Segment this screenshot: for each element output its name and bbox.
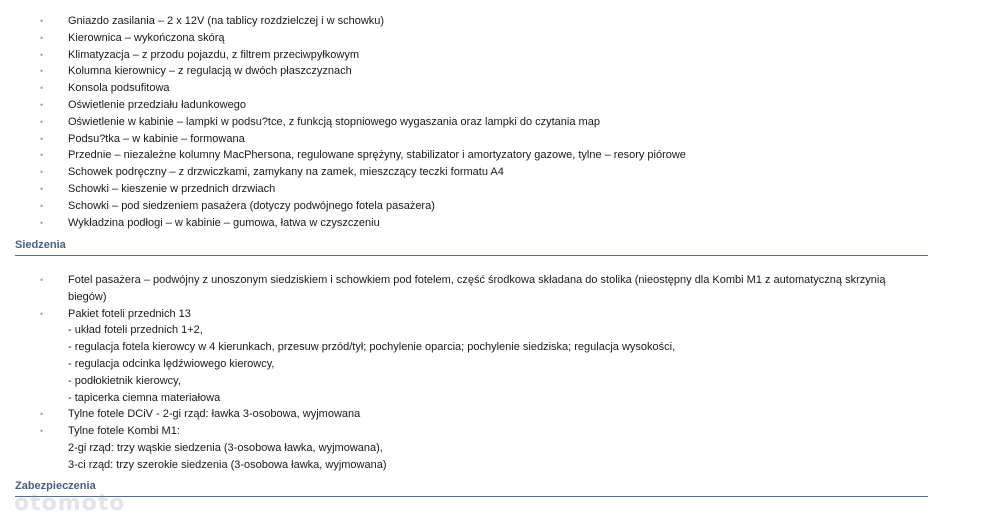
list-item [0, 198, 686, 215]
list-item-text: Tylne fotele DCiV - 2-gi rząd: ławka 3-osobowa, wyjmowana [68, 408, 361, 421]
bullet-icon: • [40, 308, 44, 319]
list-item-text: Pakiet foteli przednich 13 [68, 307, 191, 320]
list-item-text: Tylne fotele Kombi M1: [68, 425, 180, 438]
list-item-text: Gniazdo zasilania – 2 x 12V (na tablicy rozdzielczej i w schowku) [68, 15, 385, 27]
list-item [0, 97, 686, 114]
list-item [0, 423, 885, 473]
bullet-icon: • [40, 167, 44, 178]
bullet-icon: • [40, 66, 44, 77]
bullet-icon: • [40, 275, 44, 285]
list-item [0, 13, 686, 30]
list-item [0, 147, 686, 164]
list-item [0, 181, 686, 198]
bullet-icon: • [40, 217, 44, 228]
list-item-text: Fotel pasażera – podwójny z unoszonym siedziskiem i schowkiem pod fotelem, część środkowa składana do stolika (nieostępny dla Kombi M1 z automatyczną skrzynią [68, 274, 886, 286]
list-item [0, 272, 885, 306]
list-item-text: Przednie – niezależne kolumny MacPhersona, regulowane sprężyny, stabilizator i amortyzatory gazowe, tylne – resory piórowe [68, 149, 686, 162]
list-item-continuation: biegów) [68, 290, 107, 303]
sub-item: - układ foteli przednich 1+2, [68, 324, 203, 337]
bullet-icon: • [40, 133, 44, 144]
sub-item: 3-ci rząd: trzy szerokie siedzenia (3-osobowa ławka, wyjmowana) [68, 458, 387, 471]
list-item-text: Podsu?tka – w kabinie – formowana [68, 132, 245, 145]
list-item-text: Oświetlenie w kabinie – lampki w podsu?tce, z funkcją stopniowego wygaszania oraz lampki do czytania map [68, 115, 600, 128]
bullet-icon: • [40, 409, 44, 420]
section-divider [15, 255, 928, 256]
bullet-icon: • [40, 150, 44, 161]
list-item-text: Kolumna kierownicy – z regulacją w dwóch płaszczyznach [68, 65, 352, 78]
list-item-text: Wykładzina podłogi – w kabinie – gumowa, łatwa w czyszczeniu [68, 216, 380, 229]
list-item-text: Oświetlenie przedziału ładunkowego [68, 98, 246, 111]
watermark-logo: otomoto [14, 491, 126, 516]
list-item-text: Schowki – kieszenie w przednich drzwiach [68, 182, 276, 195]
section-heading-siedzenia: Siedzenia [15, 239, 66, 251]
sub-item: - regulacja odcinka lędźwiowego kierowcy, [68, 357, 275, 370]
bullet-icon: • [40, 49, 44, 60]
list-item-text: Konsola podsufitowa [68, 82, 170, 95]
sub-item: - regulacja fotela kierowcy w 4 kierunkach, przesuw przód/tył; pochylenie oparcia; pochylenie siedziska; regulacja wysokości, [68, 341, 676, 354]
bullet-icon: • [40, 426, 44, 437]
list-item-text: Kierownica – wykończona skórą [68, 31, 225, 44]
section-heading-zabezpieczenia: Zabezpieczenia [15, 480, 96, 492]
list-item [0, 30, 686, 47]
list-item [0, 215, 686, 232]
sub-item: 2-gi rząd: trzy wąskie siedzenia (3-osobowa ławka, wyjmowana), [68, 441, 383, 454]
bullet-icon: • [40, 116, 44, 127]
bullet-icon: • [40, 83, 44, 94]
list-item-text: Schowek podręczny – z drzwiczkami, zamykany na zamek, mieszczący teczki formatu A4 [68, 166, 504, 179]
bullet-icon: • [40, 200, 44, 211]
bullet-icon: • [40, 16, 44, 26]
list-item [0, 131, 686, 148]
bullet-icon: • [40, 32, 44, 43]
list-item [0, 114, 686, 131]
list-item-text: Klimatyzacja – z przodu pojazdu, z filtrem przeciwpyłkowym [68, 48, 359, 61]
list-item [0, 406, 885, 423]
seats-list [0, 272, 885, 474]
bullet-icon: • [40, 99, 44, 110]
list-item [0, 164, 686, 181]
sub-item: - tapicerka ciemna materiałowa [68, 391, 221, 404]
sub-item: - podłokietnik kierowcy, [68, 374, 181, 387]
equipment-list [0, 13, 686, 231]
bullet-icon: • [40, 183, 44, 194]
list-item [0, 80, 686, 97]
list-item-text: Schowki – pod siedzeniem pasażera (dotyczy podwójnego fotela pasażera) [68, 199, 435, 212]
section-divider [15, 496, 928, 497]
list-item [0, 47, 686, 64]
list-item [0, 63, 686, 80]
list-item [0, 306, 885, 407]
